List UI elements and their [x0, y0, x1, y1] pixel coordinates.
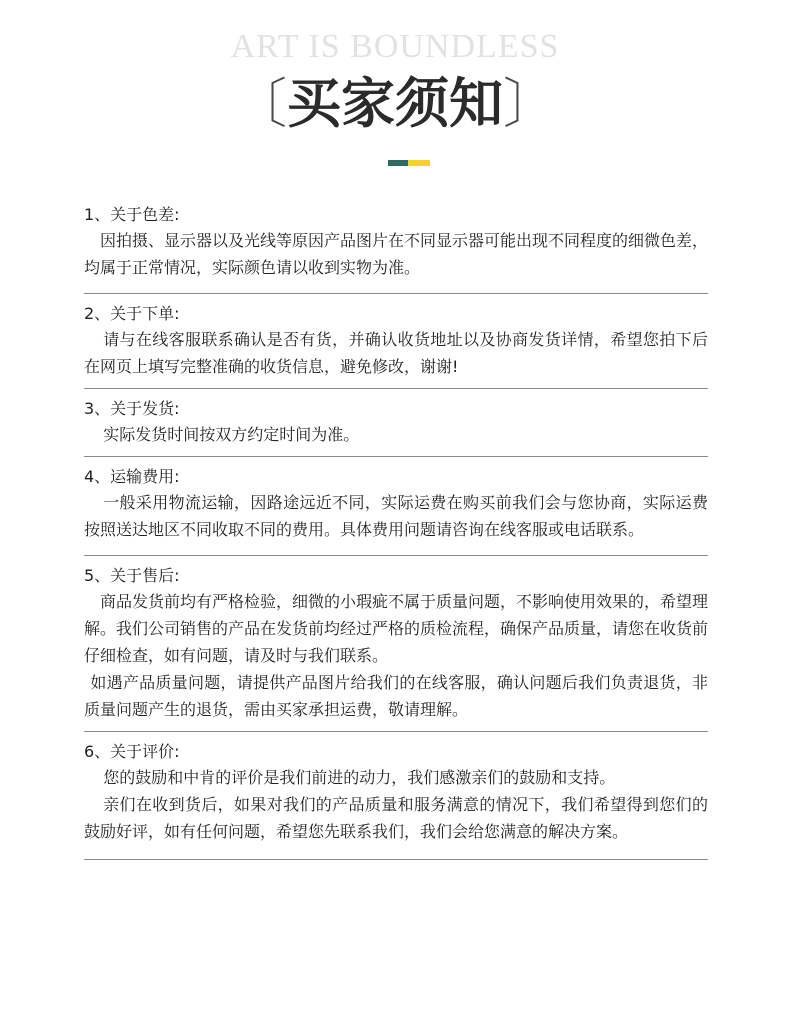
section-after-sales [84, 564, 708, 732]
subtitle: ART IS BOUNDLESS [230, 28, 560, 65]
section-color-difference [84, 203, 708, 294]
accent-segment-teal [388, 160, 408, 166]
section-paragraph: 商品发货前均有严格检验，细微的小瑕疵不属于质量问题，不影响使用效果的，希望理解。我们公司销售的产品在发货前均经过严格的质检流程，确保产品质量，请您在收货前仔细检查，如有问题，请及时与我们联系。 [84, 592, 709, 665]
section-shipping [84, 397, 708, 457]
page-title [0, 66, 790, 141]
section-paragraph: 您的鼓励和中肯的评价是我们前进的动力，我们感激亲们的鼓励和支持。 [103, 768, 616, 787]
section-paragraph: 如遇产品质量问题，请提供产品图片给我们的在线客服，确认问题后我们负责退货，非质量问题产生的退货，需由买家承担运费，敬请理解。 [84, 673, 708, 719]
left-bracket: 〔 [233, 72, 287, 135]
section-paragraph: 一般采用物流运输，因路途远近不同，实际运费在购买前我们会与您协商，实际运费按照送达地区不同收取不同的费用。具体费用问题请咨询在线客服或电话联系。 [84, 493, 708, 539]
accent-bar [388, 160, 430, 166]
section-heading: 2、关于下单: [84, 304, 180, 323]
section-heading: 6、关于评价: [84, 742, 180, 761]
section-heading: 4、运输费用: [84, 467, 180, 486]
section-paragraph: 亲们在收到货后，如果对我们的产品质量和服务满意的情况下，我们希望得到您们的鼓励好评，如有任何问题，希望您先联系我们，我们会给您满意的解决方案。 [84, 795, 708, 841]
section-paragraph: 请与在线客服联系确认是否有货，并确认收货地址以及协商发货详情，希望您拍下后在网页上填写完整准确的收货信息，避免修改，谢谢! [84, 330, 708, 376]
notice-content [84, 203, 708, 868]
section-heading: 3、关于发货: [84, 399, 180, 418]
section-freight-cost [84, 465, 708, 556]
section-reviews [84, 740, 708, 860]
section-ordering [84, 302, 708, 389]
section-paragraph: 因拍摄、显示器以及光线等原因产品图片在不同显示器可能出现不同程度的细微色差，均属于正常情况，实际颜色请以收到实物为准。 [84, 231, 709, 277]
section-heading: 1、关于色差: [84, 205, 180, 224]
section-paragraph: 实际发货时间按双方约定时间为准。 [103, 425, 360, 444]
accent-segment-yellow [408, 160, 430, 166]
title-text: 买家须知 [287, 71, 503, 135]
right-bracket: 〕 [503, 72, 557, 135]
section-heading: 5、关于售后: [84, 566, 180, 585]
